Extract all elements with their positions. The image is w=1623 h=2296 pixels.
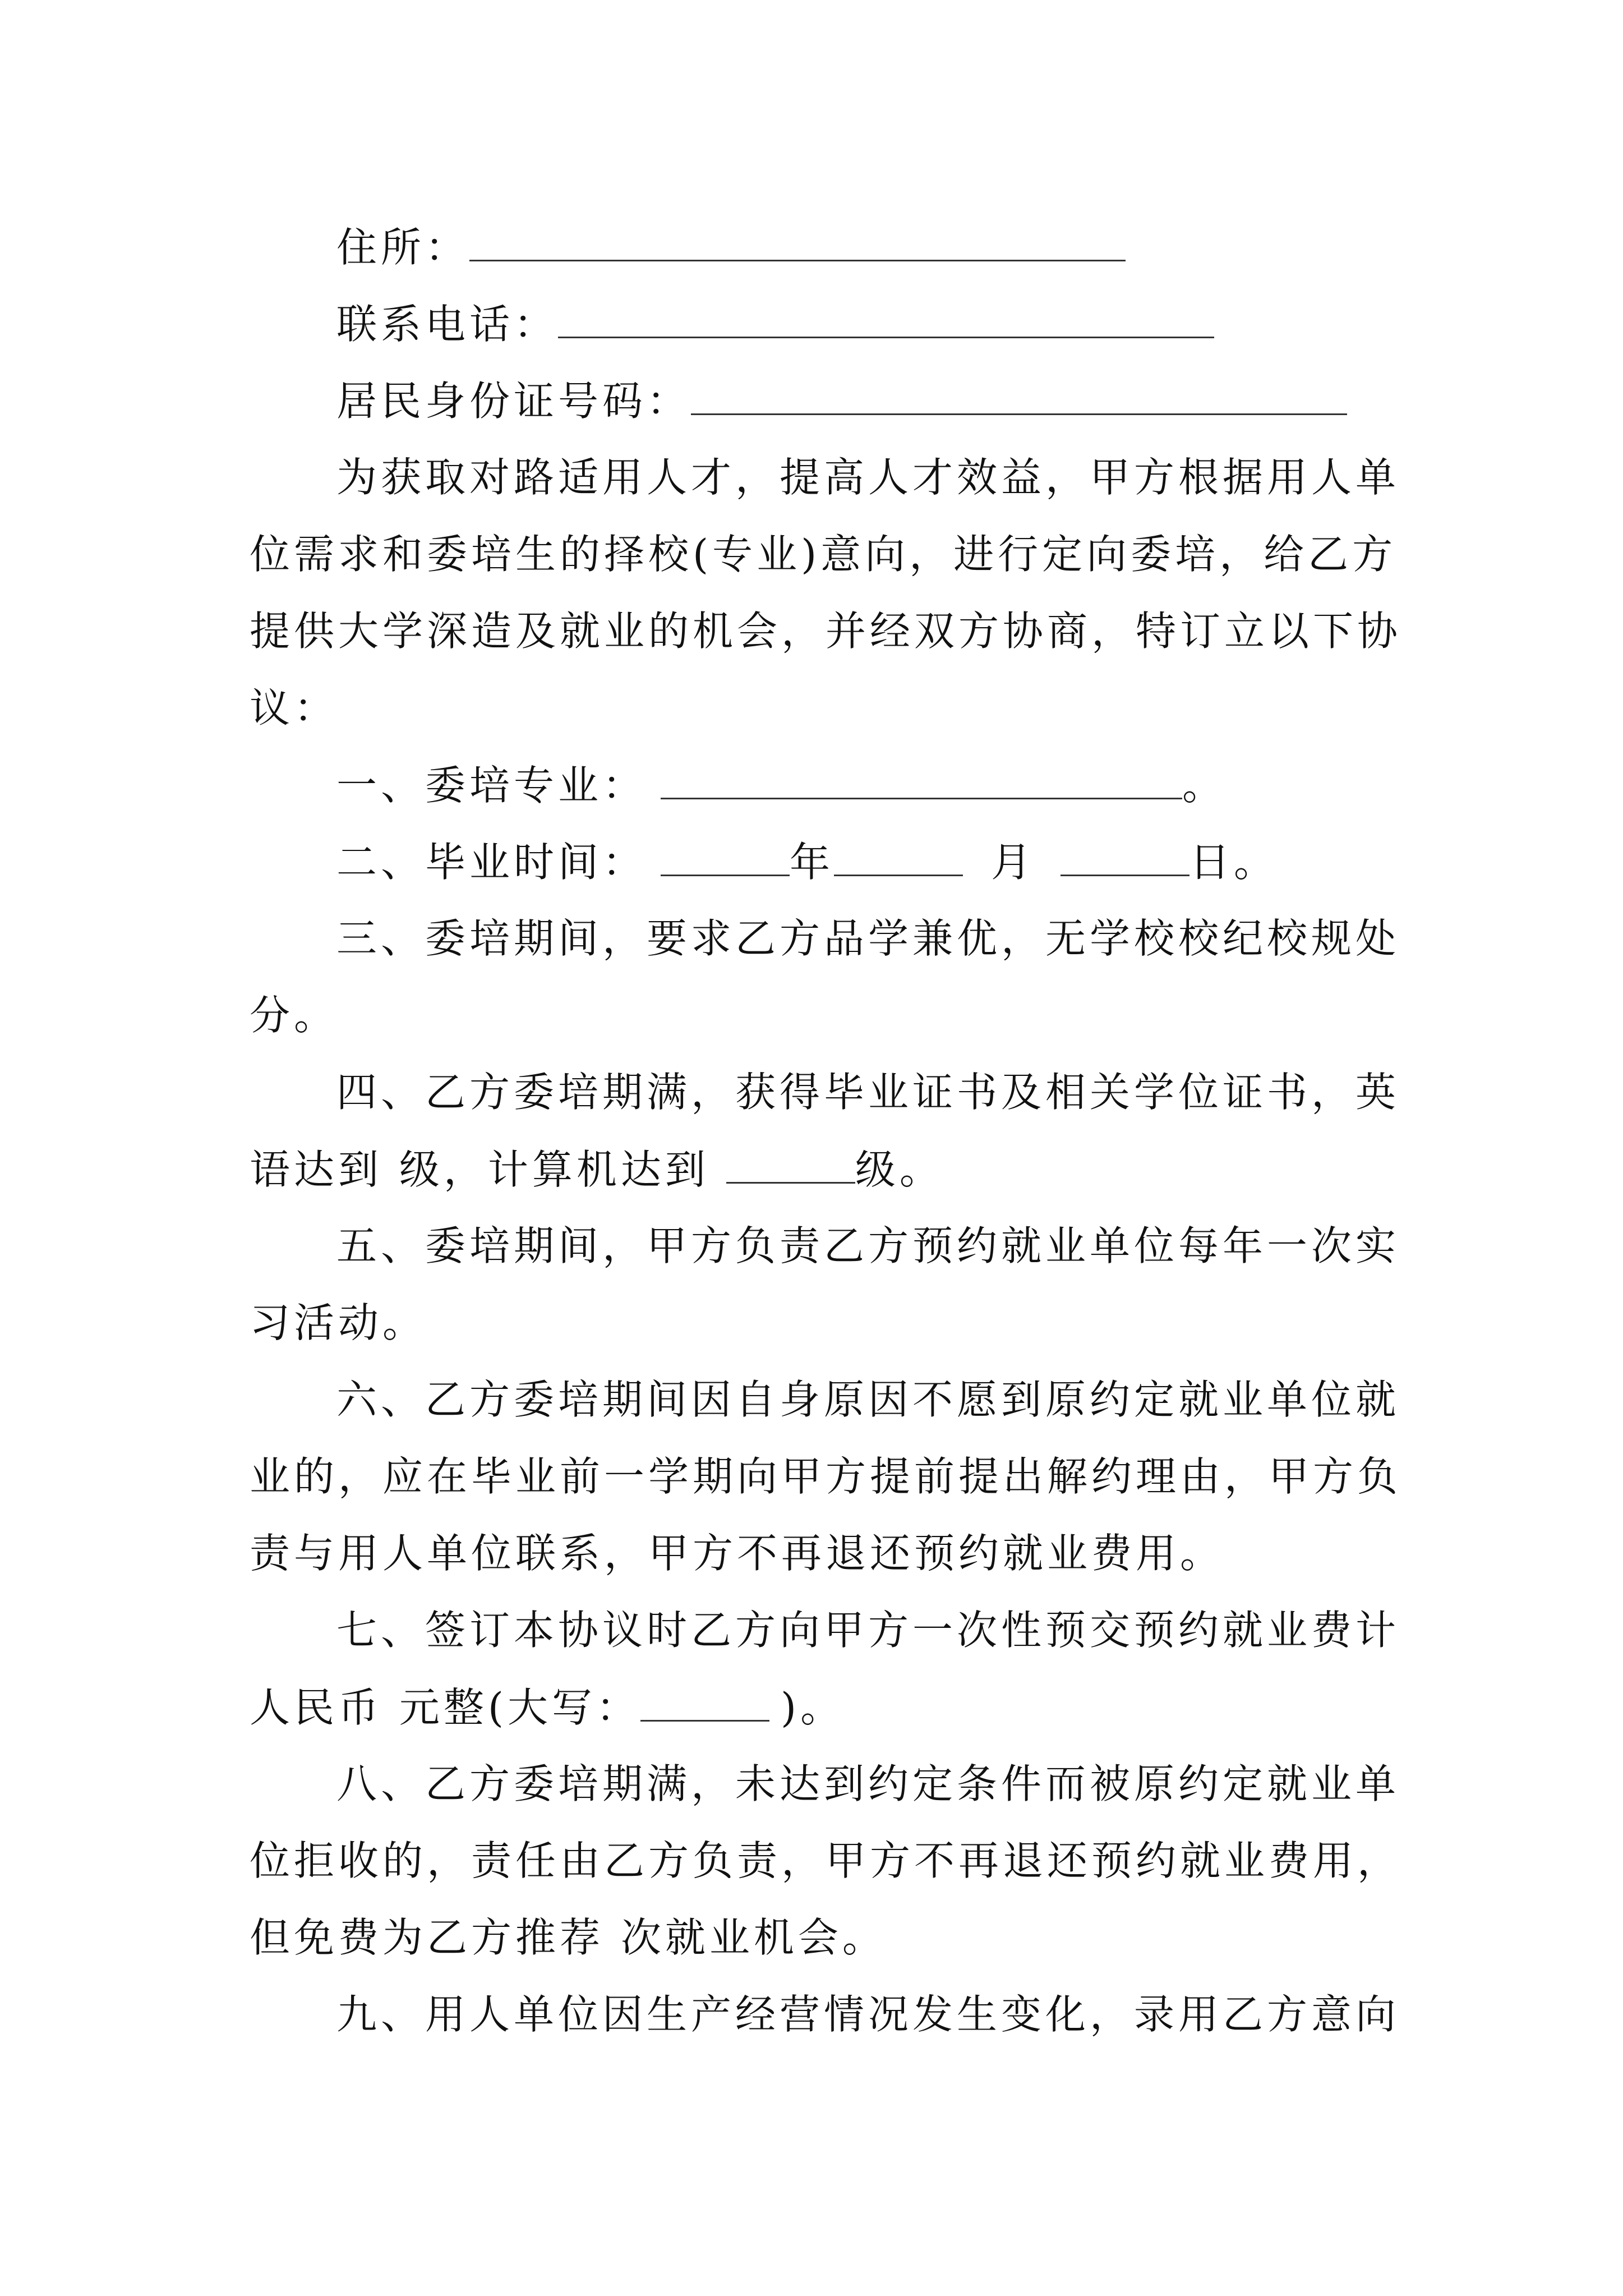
clause-5-line-2: 习活动。 [250,1299,427,1346]
address-blank[interactable] [469,222,1126,261]
clause-7-line-2 [250,1682,845,1733]
clause-3-line-1: 三、委培期间，要求乙方品学兼优，无学校校纪校规处 [336,915,1400,962]
id-row [336,375,1347,426]
clause-6-line-1: 六、乙方委培期间因自身原因不愿到原约定就业单位就 [336,1376,1400,1423]
id-blank[interactable] [691,375,1347,415]
clause-2 [336,836,1278,887]
major-blank[interactable] [661,760,1182,799]
clause-9-line-1: 九、用人单位因生产经营情况发生变化，录用乙方意向 [336,1991,1400,2038]
clause-2-prefix: 二、毕业时间： [336,839,647,886]
computer-level-blank[interactable] [726,1144,855,1184]
address-row [336,222,1126,273]
clause-5-line-1: 五、委培期间，甲方负责乙方预约就业单位每年一次实 [336,1222,1400,1269]
clause-8-line-3: 但免费为乙方推荐 次就业机会。 [250,1914,887,1961]
phone-row [336,298,1214,349]
year-label: 年 [790,839,834,886]
year-blank[interactable] [661,836,790,876]
clause-8-line-2: 位拒收的，责任由乙方负责，甲方不再退还预约就业费用， [250,1837,1402,1884]
clause-4-line-2 [250,1144,944,1195]
month-label: 月 [991,839,1036,886]
clause-3-line-2: 分。 [250,992,339,1039]
clause-6-line-3: 责与用人单位联系，甲方不再退还预约就业费用。 [250,1530,1225,1577]
clause-1 [336,760,1227,811]
intro-line-2: 位需求和委培生的择校(专业)意向，进行定向委培，给乙方 [250,531,1397,578]
clause-4-text-a: 语达到 级，计算机达到 [250,1146,709,1193]
amount-uppercase-blank[interactable] [640,1682,769,1722]
day-label: 日。 [1189,839,1279,886]
day-blank[interactable] [1061,836,1189,876]
clause-1-suffix: 。 [1182,762,1227,809]
address-label: 住所： [336,224,470,271]
clause-4-text-b: 级。 [855,1146,944,1193]
intro-line-4: 议： [250,684,339,731]
intro-line-3: 提供大学深造及就业的机会，并经双方协商，特订立以下协 [250,608,1402,655]
clause-6-line-2: 业的，应在毕业前一学期向甲方提前提出解约理由，甲方负 [250,1453,1402,1500]
phone-blank[interactable] [558,298,1214,338]
intro-line-1: 为获取对路适用人才，提高人才效益，甲方根据用人单 [336,454,1400,501]
clause-7-text-b: )。 [780,1684,845,1731]
phone-label: 联系电话： [336,301,559,348]
month-blank[interactable] [834,836,963,876]
clause-1-prefix: 一、委培专业： [336,762,647,809]
clause-7-line-1: 七、签订本协议时乙方向甲方一次性预交预约就业费计 [336,1607,1400,1654]
id-label: 居民身份证号码： [336,378,691,425]
clause-8-line-1: 八、乙方委培期满，未达到约定条件而被原约定就业单 [336,1760,1400,1807]
clause-4-line-1: 四、乙方委培期满，获得毕业证书及相关学位证书，英 [336,1069,1400,1116]
clause-7-text-a: 人民币 元整(大写： [250,1684,640,1731]
